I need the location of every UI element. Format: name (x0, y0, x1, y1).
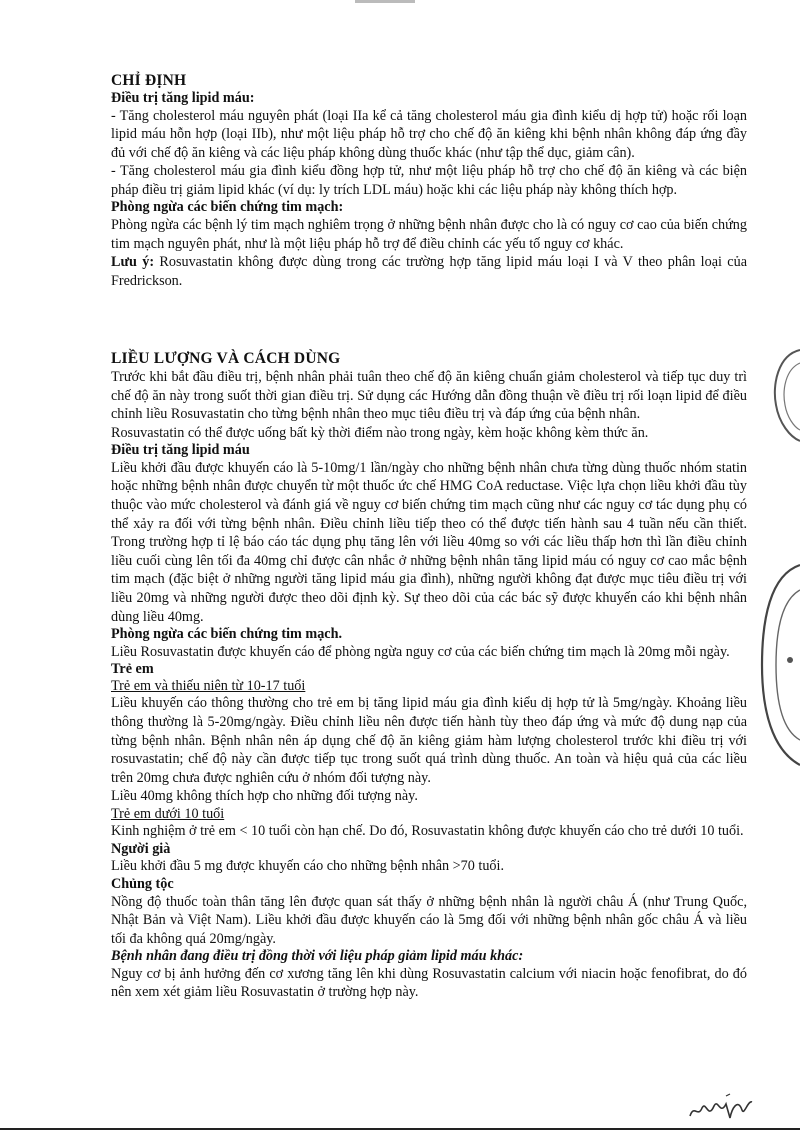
note-paragraph (111, 253, 747, 290)
children-subheading: Trẻ em (111, 661, 154, 678)
dosage-paragraph-2: Rosuvastatin có thể được uống bất kỳ thời điểm nào trong ngày, kèm hoặc không kèm thức ăn. (111, 424, 649, 441)
lipid-dosage-paragraph: Liều khởi đầu được khuyến cáo là 5-10mg/1 lần/ngày cho những bệnh nhân chưa từng dùng thuốc nhóm statin hoặc những bệnh nhân được chuyển từ một thuốc ức chế HMG CoA reductase. Việc lựa chọn liều khởi đầu tùy thuộc vào mức cholesterol và đánh giá về nguy cơ biến chứng tim mạch cũng như các nguy cơ tác dụng phụ có thể xảy ra đối với từng bệnh nhân. Điều chỉnh liều tiếp theo có thể được tiến hành sau 4 tuần nếu cần thiết. Trong trường hợp tỉ lệ báo cáo tác dụng phụ tăng lên với liều 40mg so với các liều thấp hơn thì lần điều chỉnh liều cuối cùng lên tối đa 40mg chỉ được cân nhắc ở những bệnh nhân tăng lipid máu có nguy cơ cao mắc bệnh tim mạch (đặc biệt ở những người tăng lipid máu gia đình), những người không đạt được mục tiêu điều trị với liều 20mg và những người được theo dõi định kỳ. Sự theo dõi của các bác sỹ được khuyến cáo khi bệnh nhân dùng liều 40mg. (111, 459, 747, 625)
children-under-10-subheading: Trẻ em dưới 10 tuổi (111, 805, 225, 822)
handwritten-initials (686, 1090, 756, 1126)
cardio-dosage-subheading: Phòng ngừa các biến chứng tim mạch. (111, 626, 343, 643)
note-text: Rosuvastatin không được dùng trong các trường hợp tăng lipid máu loại I và V theo phân loại của Fredrickson. (111, 254, 747, 289)
cardio-prevention-paragraph: Phòng ngừa các bệnh lý tim mạch nghiêm trọng ở những bệnh nhân được cho là có nguy cơ cao của biến chứng tim mạch nguyên phát, như là một liệu pháp hỗ trợ để điều chỉnh các yếu tố nguy cơ khác. (111, 216, 747, 252)
children-under-10-paragraph: Kinh nghiệm ở trẻ em < 10 tuổi còn hạn chế. Do đó, Rosuvastatin không được khuyến cáo cho trẻ dưới 10 tuổi. (111, 823, 744, 840)
indication-paragraph-2: - Tăng cholesterol máu gia đình kiểu đồng hợp tử, như một liệu pháp hỗ trợ cho chế độ ăn kiêng và các biện pháp điều trị giảm lipid khác (ví dụ: ly trích LDL máu) hoặc khi các liệu pháp này không thích hợp. (111, 163, 747, 198)
lipid-dosage-subheading: Điều trị tăng lipid máu (111, 442, 250, 459)
dosage-section (111, 350, 747, 1002)
ethnicity-paragraph: Nồng độ thuốc toàn thân tăng lên được quan sát thấy ở những bệnh nhân là người châu Á (như Trung Quốc, Nhật Bản và Việt Nam). Liều khởi đầu được khuyến cáo là 5mg đối với những bệnh nhân gốc châu Á và liều tối đa không quá 20mg/ngày. (111, 893, 747, 947)
bottom-rule (0, 1128, 800, 1130)
indication-paragraph-1: - Tăng cholesterol máu nguyên phát (loại IIa kể cả tăng cholesterol máu gia đình kiểu dị hợp tử) hoặc rối loạn lipid máu hỗn hợp (loại IIb), như một liệu pháp hỗ trợ cho chế độ ăn kiêng khi bệnh nhân không đáp ứng đầy đủ với chế độ ăn kiêng và các liệu pháp không dùng thuốc khác (như tập thể dục, giảm cân). (111, 107, 747, 161)
cardio-dosage-paragraph: Liều Rosuvastatin được khuyến cáo để phòng ngừa nguy cơ của các biến chứng tim mạch là 20mg mỗi ngày. (111, 643, 730, 660)
dosage-heading: LIỀU LƯỢNG VÀ CÁCH DÙNG (111, 350, 341, 367)
elderly-paragraph: Liều khởi đầu 5 mg được khuyến cáo cho những bệnh nhân >70 tuổi. (111, 858, 504, 875)
stamp-seal-right (760, 560, 800, 770)
note-label: Lưu ý: (111, 254, 155, 271)
stamp-mark-top (770, 345, 800, 445)
children-40mg-paragraph: Liều 40mg không thích hợp cho những đối tượng này. (111, 788, 418, 805)
indications-section (111, 72, 747, 290)
children-10-17-paragraph: Liều khuyến cáo thông thường cho trẻ em bị tăng lipid máu gia đình kiểu dị hợp tử là 5mg/ngày. Khoảng liều thông thường là 5-20mg/ngày. Điều chỉnh liều nên được tiến hành tùy theo đáp ứng và mức độ dung nạp của từng bệnh nhân. Bệnh nhân nên áp dụng chế độ ăn kiêng giảm hàm lượng cholesterol trước khi điều trị với rosuvastatin; chế độ này cần được tiếp tục trong suốt quá trình dùng thuốc. An toàn và hiệu quả của các liều trên 20mg chưa được nghiên cứu ở nhóm đối tượng này. (111, 695, 747, 786)
elderly-subheading: Người già (111, 840, 171, 857)
combination-therapy-subheading: Bệnh nhân đang điều trị đồng thời với liệu pháp giảm lipid máu khác: (111, 948, 524, 965)
cardio-prevention-subheading: Phòng ngừa các biến chứng tim mạch: (111, 199, 344, 216)
children-10-17-subheading: Trẻ em và thiếu niên từ 10-17 tuổi (111, 677, 306, 694)
scan-artifact (355, 0, 415, 3)
combination-therapy-paragraph: Nguy cơ bị ảnh hưởng đến cơ xương tăng lên khi dùng Rosuvastatin calcium với niacin hoặc fenofibrat, do đó nên xem xét giảm liều Rosuvastatin ở trường hợp này. (111, 965, 747, 1001)
dosage-paragraph-1: Trước khi bắt đầu điều trị, bệnh nhân phải tuân theo chế độ ăn kiêng chuẩn giảm cholesterol và tiếp tục duy trì chế độ ăn này trong suốt thời gian điều trị. Sử dụng các Hướng dẫn đồng thuận về điều trị rối loạn lipid để điều chỉnh liều Rosuvastatin cho từng bệnh nhân theo mục tiêu điều trị và đáp ứng của bệnh nhân. (111, 369, 747, 423)
lipid-treatment-subheading: Điều trị tăng lipid máu: (111, 90, 255, 106)
ethnicity-subheading: Chủng tộc (111, 876, 174, 893)
indications-heading: CHỈ ĐỊNH (111, 72, 187, 89)
